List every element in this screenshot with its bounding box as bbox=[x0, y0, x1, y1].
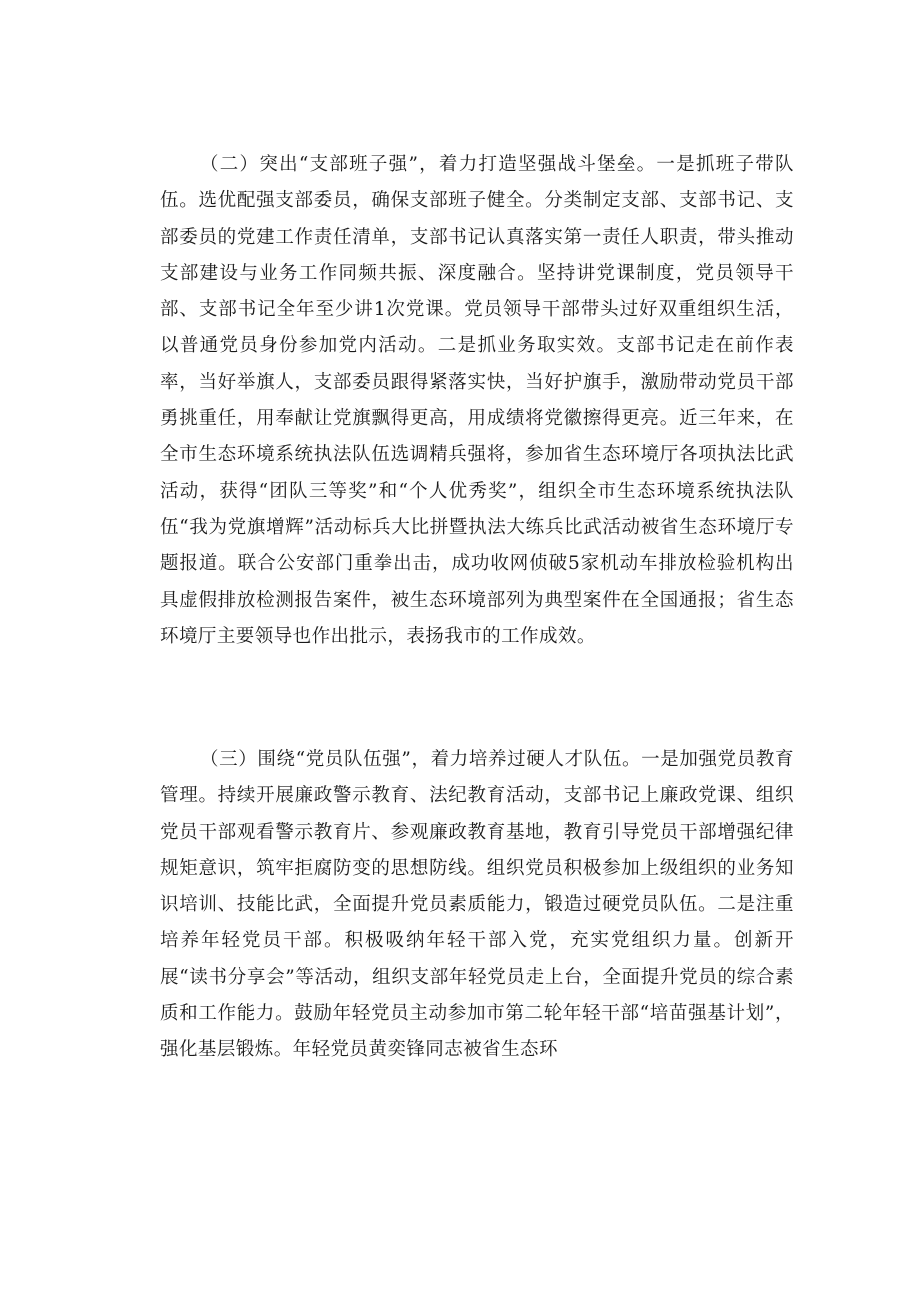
paragraph-strong-party-member-team: （三）围绕“党员队伍强”，着力培养过硬人才队伍。一是加强党员教育管理。持续开展廉政警示教育、法纪教育活动，支部书记上廉政党课、组织党员干部观看警示教育片、参观廉政教育基地，教育引导党员干部增强纪律规矩意识，筑牢拒腐防变的思想防线。组织党员积极参加上级组织的业务知识培训、技能比武，全面提升党员素质能力，锻造过硬党员队伍。二是注重培养年轻党员干部。积极吸纳年轻干部入党，充实党组织力量。创新开展“读书分享会”等活动，组织支部年轻党员走上台，全面提升党员的综合素质和工作能力。鼓励年轻党员主动参加市第二轮年轻干部“培苗强基计划”，强化基层锻炼。年轻党员黄奕锋同志被省生态环 bbox=[160, 749, 794, 1061]
paragraph-strong-branch-committee: （二）突出“支部班子强”，着力打造坚强战斗堡垒。一是抓班子带队伍。选优配强支部委员，确保支部班子健全。分类制定支部、支部书记、支部委员的党建工作责任清单，支部书记认真落实第一责任人职责，带头推动支部建设与业务工作同频共振、深度融合。坚持讲党课制度，党员领导干部、支部书记全年至少讲1次党课。党员领导干部带头过好双重组织生活，以普通党员身份参加党内活动。二是抓业务取实效。支部书记走在前作表率，当好举旗人，支部委员跟得紧落实快，当好护旗手，激励带动党员干部勇挑重任，用奉献让党旗飘得更高，用成绩将党徽擦得更亮。近三年来，在全市生态环境系统执法队伍选调精兵强将，参加省生态环境厅各项执法比武活动，获得“团队三等奖”和“个人优秀奖”，组织全市生态环境系统执法队伍“我为党旗增辉”活动标兵大比拼暨执法大练兵比武活动被省生态环境厅专题报道。联合公安部门重拳出击，成功收网侦破5家机动车排放检验机构出具虚假排放检测报告案件，被生态环境部列为典型案件在全国通报；省生态环境厅主要领导也作出批示，表扬我市的工作成效。 bbox=[160, 154, 794, 647]
